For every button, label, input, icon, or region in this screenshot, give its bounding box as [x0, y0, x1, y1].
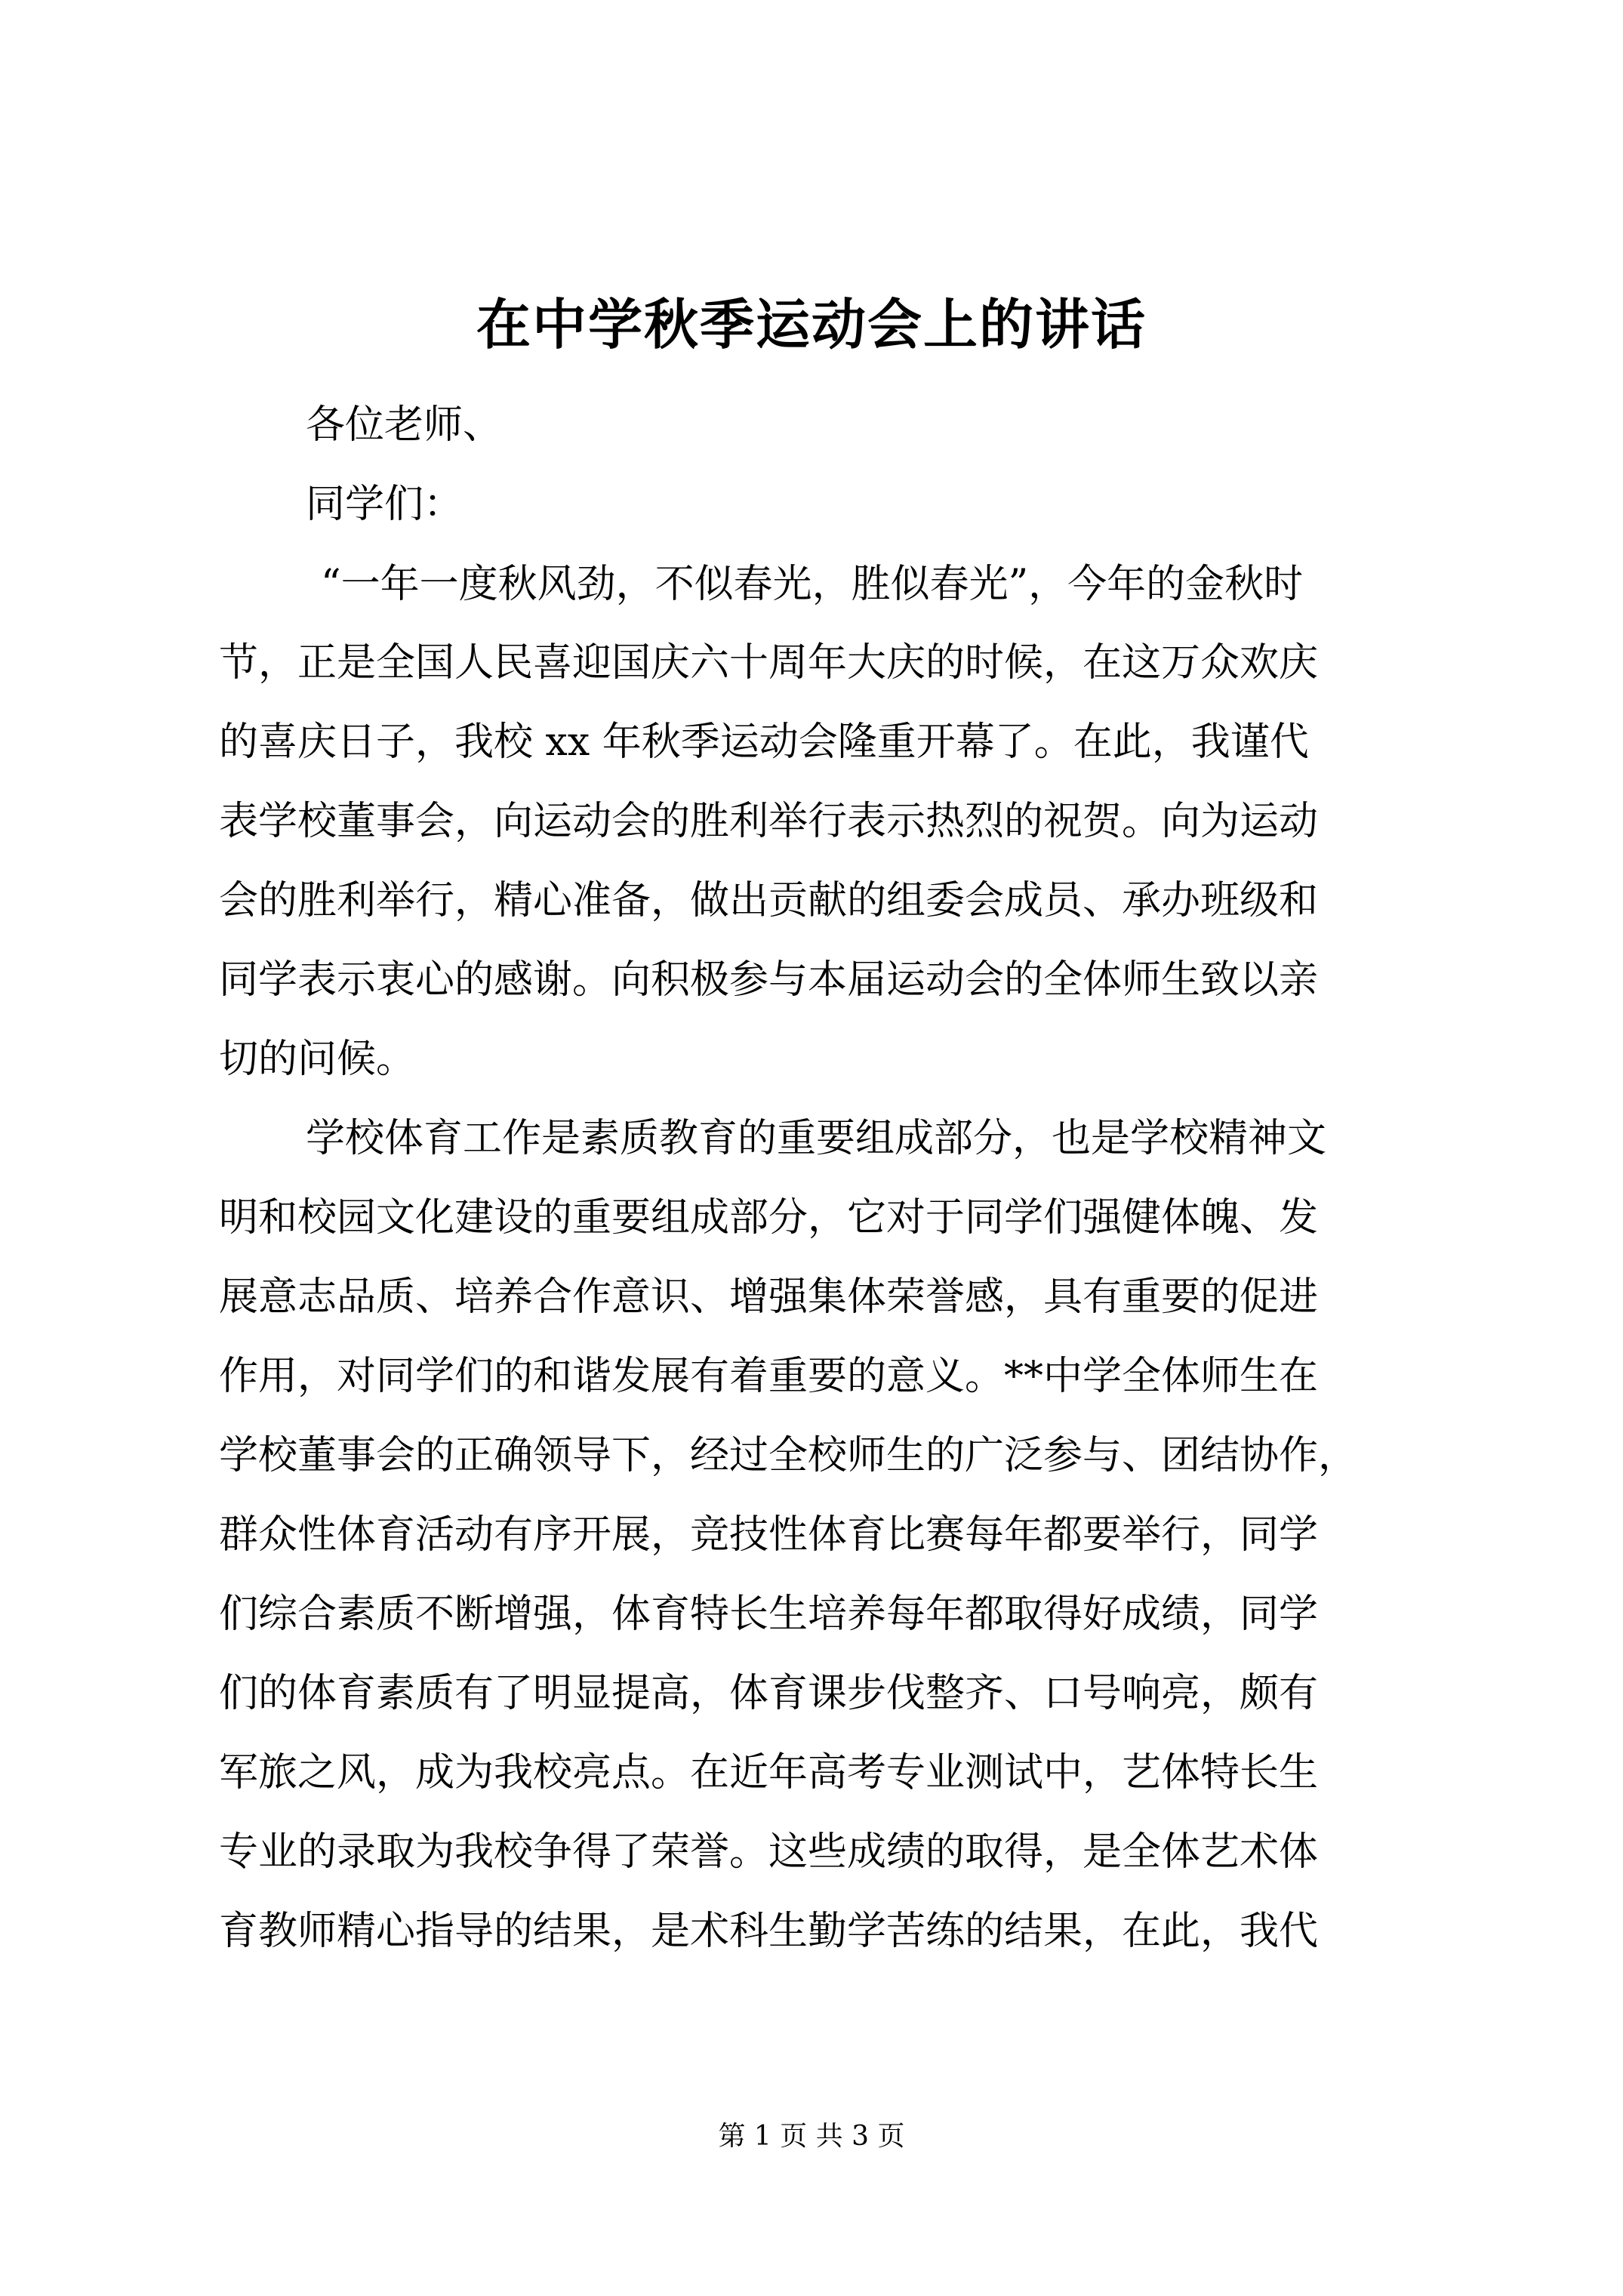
paragraph-2-line: 作用，对同学们的和谐发展有着重要的意义。**中学全体师生在 — [219, 1354, 1319, 1399]
paragraph-2-line: 学校体育工作是素质教育的重要组成部分，也是学校精神文 — [306, 1116, 1327, 1161]
paragraph-1-line: 会的胜利举行，精心准备，做出贡献的组委会成员、承办班级和 — [219, 878, 1319, 923]
salutation-line-2: 同学们： — [306, 482, 463, 527]
document-title: 在中学秋季运动会上的讲话 — [476, 292, 1147, 356]
paragraph-2-line: 展意志品质、培养合作意识、增强集体荣誉感，具有重要的促进 — [219, 1274, 1319, 1320]
paragraph-2-line: 军旅之风，成为我校亮点。在近年高考专业测试中，艺体特长生 — [219, 1750, 1319, 1795]
paragraph-1-line: 节，正是全国人民喜迎国庆六十周年大庆的时候，在这万众欢庆 — [219, 640, 1319, 686]
paragraph-2-line: 们综合素质不断增强，体育特长生培养每年都取得好成绩，同学 — [219, 1592, 1319, 1637]
paragraph-2-line: 学校董事会的正确领导下，经过全校师生的广泛参与、团结协作， — [219, 1433, 1358, 1478]
paragraph-1-line: “一年一度秋风劲，不似春光，胜似春光”，今年的金秋时 — [321, 562, 1304, 607]
salutation-line-1: 各位老师、 — [306, 402, 503, 448]
paragraph-2-line: 明和校园文化建设的重要组成部分，它对于同学们强健体魄、发 — [219, 1195, 1319, 1240]
paragraph-2-line: 专业的录取为我校争得了荣誉。这些成绩的取得，是全体艺术体 — [219, 1829, 1319, 1875]
paragraph-1-line: 同学表示衷心的感谢。向积极参与本届运动会的全体师生致以亲 — [219, 957, 1319, 1003]
paragraph-2-line: 群众性体育活动有序开展，竞技性体育比赛每年都要举行，同学 — [219, 1512, 1319, 1558]
paragraph-2-line: 们的体育素质有了明显提高，体育课步伐整齐、口号响亮，颇有 — [219, 1671, 1319, 1716]
page-footer: 第 1 页 共 3 页 — [718, 2121, 905, 2152]
paragraph-1-line: 切的问候。 — [219, 1037, 416, 1082]
paragraph-2-line: 育教师精心指导的结果，是术科生勤学苦练的结果，在此，我代 — [219, 1909, 1319, 1954]
paragraph-1-line: 表学校董事会，向运动会的胜利举行表示热烈的祝贺。向为运动 — [219, 799, 1319, 844]
paragraph-1-line: 的喜庆日子，我校 xx 年秋季运动会隆重开幕了。在此，我谨代 — [219, 720, 1309, 765]
